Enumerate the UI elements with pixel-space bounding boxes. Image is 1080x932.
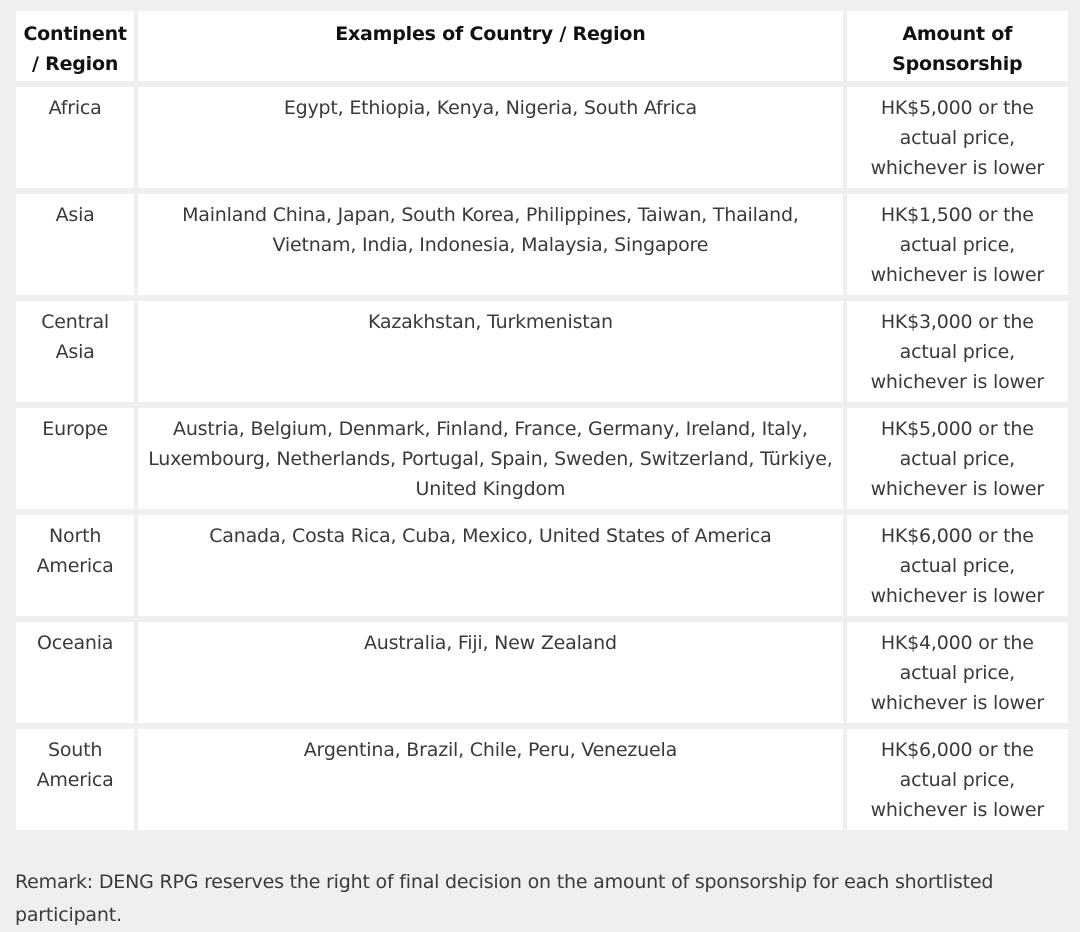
table-row [16,194,1068,295]
amount-cell: HK$6,000 or the actual price, whichever is lower [847,515,1068,616]
table-row [16,87,1068,188]
continent-cell: South America [16,729,134,830]
continent-cell: Africa [16,87,134,188]
examples-cell: Mainland China, Japan, South Korea, Philippines, Taiwan, Thailand, Vietnam, India, Indonesia, Malaysia, Singapore [138,194,842,295]
table-row [16,729,1068,830]
amount-cell: HK$6,000 or the actual price, whichever is lower [847,729,1068,830]
amount-cell: HK$3,000 or the actual price, whichever is lower [847,301,1068,402]
header-continent: Continent / Region [16,11,134,81]
amount-cell: HK$1,500 or the actual price, whichever is lower [847,194,1068,295]
table-row [16,301,1068,402]
examples-cell: Austria, Belgium, Denmark, Finland, France, Germany, Ireland, Italy, Luxembourg, Netherlands, Portugal, Spain, Sweden, Switzerland, Türkiye, United Kingdom [138,408,842,509]
continent-cell: Asia [16,194,134,295]
examples-cell: Egypt, Ethiopia, Kenya, Nigeria, South Africa [138,87,842,188]
remark-text: Remark: DENG RPG reserves the right of final decision on the amount of sponsorship for each shortlisted participant. [15,871,994,926]
continent-cell: Europe [16,408,134,509]
table-row [16,622,1068,723]
amount-cell: HK$5,000 or the actual price, whichever is lower [847,408,1068,509]
table-row [16,515,1068,616]
continent-cell: North America [16,515,134,616]
sponsorship-table [12,5,1072,836]
examples-cell: Australia, Fiji, New Zealand [138,622,842,723]
table-row [16,408,1068,509]
amount-cell: HK$5,000 or the actual price, whichever is lower [847,87,1068,188]
continent-cell: Central Asia [16,301,134,402]
examples-cell: Kazakhstan, Turkmenistan [138,301,842,402]
examples-cell: Argentina, Brazil, Chile, Peru, Venezuela [138,729,842,830]
amount-cell: HK$4,000 or the actual price, whichever is lower [847,622,1068,723]
examples-cell: Canada, Costa Rica, Cuba, Mexico, United States of America [138,515,842,616]
continent-cell: Oceania [16,622,134,723]
header-examples: Examples of Country / Region [138,11,842,81]
header-amount: Amount of Sponsorship [847,11,1068,81]
table-header-row [16,11,1068,81]
